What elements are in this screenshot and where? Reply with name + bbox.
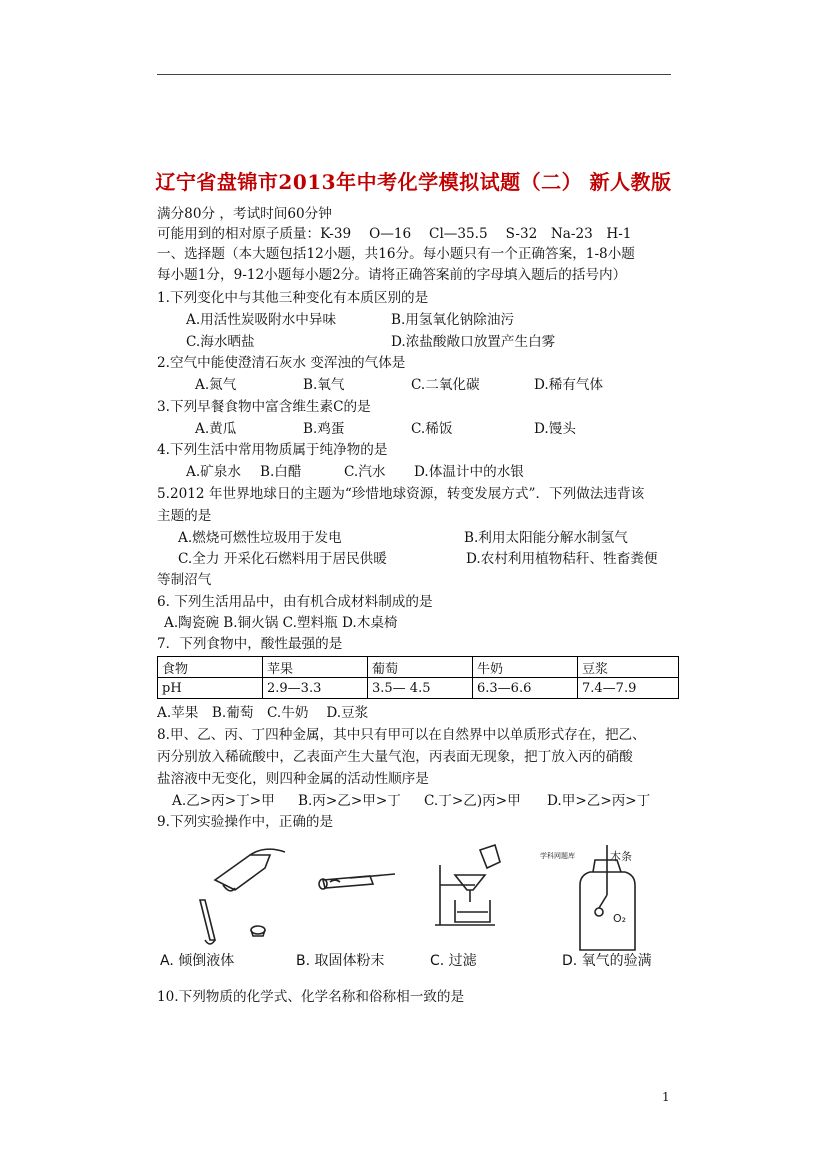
option-c: C.汽水 <box>344 464 386 480</box>
table-cell: 2.9—3.3 <box>263 678 368 699</box>
solid-powder-illustration <box>319 874 395 889</box>
question-stem: 1.下列变化中与其他三种变化有本质区别的是 <box>157 290 429 306</box>
table-row <box>158 657 679 678</box>
filtration-illustration <box>435 845 500 925</box>
option-b: B.用氢氧化钠除油污 <box>391 312 515 328</box>
table-cell: 食物 <box>158 657 263 678</box>
pouring-liquid-illustration <box>200 849 285 944</box>
question-stem: 8.甲、乙、丙、丁四种金属，其中只有甲可以在自然界中以单质形式存在，把乙、 <box>157 727 646 743</box>
table-cell: 苹果 <box>263 657 368 678</box>
option-d: D.体温计中的水银 <box>414 464 524 480</box>
option-c: C.海水晒盐 <box>186 334 255 350</box>
wood-stick-label: 木条 <box>610 850 632 863</box>
question-stem: 9.下列实验操作中，正确的是 <box>157 814 334 830</box>
table-cell: 牛奶 <box>473 657 578 678</box>
option-a: A.黄瓜 <box>195 421 237 437</box>
caption-d: D. 氧气的验满 <box>562 953 652 969</box>
option-d: D.稀有气体 <box>534 377 604 393</box>
question-stem: 5.2012 年世界地球日的主题为“珍惜地球资源，转变发展方式”．下列做法违背该 <box>157 486 645 502</box>
header-rule <box>157 74 671 75</box>
question-stem: 4.下列生活中常用物质属于纯净物的是 <box>157 442 388 458</box>
oxygen-label: O₂ <box>613 912 627 925</box>
option-c: C.稀饭 <box>411 421 453 437</box>
table-cell: 豆浆 <box>578 657 679 678</box>
table-cell: pH <box>158 678 263 699</box>
question-stem: 10.下列物质的化学式、化学名称和俗称相一致的是 <box>157 989 465 1005</box>
option-c: C.丁>乙)丙>甲 <box>424 793 521 809</box>
option-d: D.馒头 <box>534 421 576 437</box>
table-cell: 3.5— 4.5 <box>368 678 473 699</box>
option-a: A.氮气 <box>195 377 237 393</box>
option-a: A.乙>丙>丁>甲 <box>172 793 275 809</box>
option-b: B.氧气 <box>303 377 345 393</box>
option-b: B.鸡蛋 <box>303 421 345 437</box>
option-c: C.二氧化碳 <box>411 377 480 393</box>
watermark-stamp: 学科网题库 <box>540 852 575 860</box>
option-d: D.甲>乙>丙>丁 <box>547 793 651 809</box>
option-a: A.燃烧可燃性垃圾用于发电 <box>178 530 342 546</box>
question-stem: 丙分别放入稀硫酸中，乙表面产生大量气泡，丙表面无现象，把丁放入丙的硝酸 <box>157 749 633 765</box>
option-c: C.全力 开采化石燃料用于居民供暖 <box>178 551 387 567</box>
option-d: D.浓盐酸敞口放置产生白雾 <box>391 334 556 350</box>
intro-line: 可能用到的相对原子质量：K-39 O—16 Cl—35.5 S-32 Na-23 H-1 <box>157 226 632 242</box>
table-cell: 6.3—6.6 <box>473 678 578 699</box>
question-stem: 7．下列食物中，酸性最强的是 <box>157 636 343 652</box>
table-row <box>158 678 679 699</box>
intro-line: 一、选择题（本大题包括12小题，共16分。每小题只有一个正确答案，1-8小题 <box>157 246 635 262</box>
option-a: A.用活性炭吸附水中异味 <box>186 312 337 328</box>
question-stem: 盐溶液中无变化，则四种金属的活动性顺序是 <box>157 771 429 787</box>
question-stem: 6. 下列生活用品中，由有机合成材料制成的是 <box>157 594 433 610</box>
option-b: B.丙>乙>甲>丁 <box>298 793 401 809</box>
caption-c: C. 过滤 <box>430 953 477 969</box>
option-d: D.农村利用植物秸秆、牲畜粪便 <box>466 551 658 567</box>
question-stem: 2.空气中能使澄清石灰水 变浑浊的气体是 <box>157 355 406 371</box>
question-stem: 3.下列早餐食物中富含维生素C的是 <box>157 399 371 415</box>
intro-line: 满分80分 ，考试时间60分钟 <box>157 206 332 222</box>
option-b: B.白醋 <box>260 464 302 480</box>
intro-line: 每小题1分，9-12小题每小题2分。请将正确答案前的字母填入题后的括号内） <box>157 267 627 283</box>
ph-table <box>157 656 679 699</box>
page-number: 1 <box>662 1090 670 1104</box>
caption-a: A. 倾倒液体 <box>160 953 235 969</box>
table-cell: 葡萄 <box>368 657 473 678</box>
table-cell: 7.4—7.9 <box>578 678 679 699</box>
question-stem: 主题的是 <box>157 508 212 524</box>
caption-b: B. 取固体粉末 <box>296 953 385 969</box>
option-a: A.矿泉水 <box>186 464 241 480</box>
option-d-continued: 等制沼气 <box>157 572 212 588</box>
options-line: A.苹果 B.葡萄 C.牛奶 D.豆浆 <box>157 705 369 721</box>
page-title: 辽宁省盘锦市2013年中考化学模拟试题（二） 新人教版 <box>155 170 672 194</box>
option-b: B.利用太阳能分解水制氢气 <box>464 530 628 546</box>
options-line: A.陶瓷碗 B.铜火锅 C.塑料瓶 D.木桌椅 <box>164 615 398 631</box>
